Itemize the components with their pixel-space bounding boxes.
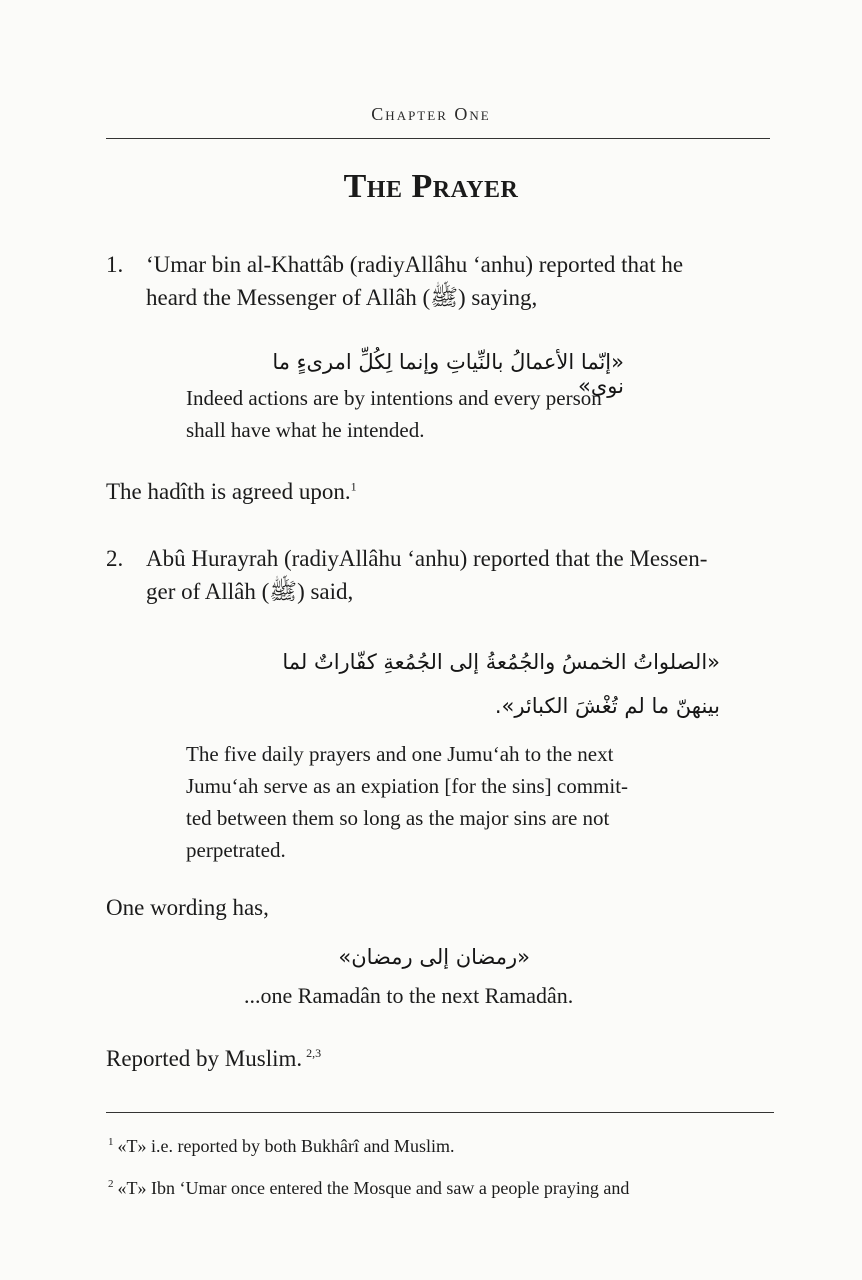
- footnote-2-mark: 2: [108, 1178, 114, 1190]
- hadith-2-translation: [186, 738, 694, 866]
- footnote-1-text: «T» i.e. reported by both Bukhârî and Muslim.: [117, 1136, 455, 1156]
- hadith-2-text: [146, 542, 772, 608]
- ramadan-translation: ...one Ramadân to the next Ramadân.: [244, 983, 574, 1008]
- footnote-1: [108, 1136, 454, 1157]
- footnote-2-text: «T» Ibn ‘Umar once entered the Mosque and saw a people praying and: [117, 1178, 630, 1198]
- chapter-title: The Prayer: [343, 168, 519, 205]
- hadith-2-line-1: Abû Hurayrah (radiyAllâhu ‘anhu) reported that the Messen-: [146, 546, 708, 571]
- hadith-1-translation-line-1: Indeed actions are by intentions and every person: [186, 386, 602, 410]
- hadith-2-translation-line-2: Jumu‘ah serve as an expiation [for the sins] commit-: [186, 774, 629, 798]
- hadith-2-translation-line-3: ted between them so long as the major sins are not: [186, 806, 610, 830]
- hadith-2-translation-line-1: The five daily prayers and one Jumu‘ah to the next: [186, 742, 614, 766]
- hadith-1-translation: [186, 382, 694, 446]
- hadith-2-translation-line-4: perpetrated.: [186, 838, 286, 862]
- agreed-upon-note: [106, 479, 357, 505]
- footnote-ref-2-3: 2,3: [306, 1046, 322, 1061]
- footnote-2: [108, 1178, 629, 1199]
- reported-by: [106, 1046, 321, 1072]
- reported-by-text: Reported by Muslim.: [106, 1046, 303, 1071]
- hadith-2-arabic-line-1: «الصلواتُ الخمسُ والجُمُعةُ إلى الجُمُعةِ كفّاراتٌ لما: [282, 650, 720, 674]
- hadith-1-line-2: heard the Messenger of Allâh (ﷺ) saying,: [146, 285, 538, 310]
- hadith-1-translation-line-2: shall have what he intended.: [186, 418, 425, 442]
- footnote-1-mark: 1: [108, 1136, 114, 1148]
- one-wording: One wording has,: [106, 895, 269, 920]
- footnote-ref-1: 1: [350, 479, 357, 494]
- hadith-1-line-1: ‘Umar bin al-Khattâb (radiyAllâhu ‘anhu) reported that he: [146, 252, 684, 277]
- hadith-1-text: [146, 248, 772, 314]
- hadith-2-arabic-line-2: بينهنّ ما لم تُغْشَ الكبائر».: [494, 694, 720, 718]
- hadith-1: [0, 248, 862, 318]
- hadith-2-line-2: ger of Allâh (ﷺ) said,: [146, 579, 354, 604]
- agreed-upon-text: The hadîth is agreed upon.: [106, 479, 351, 504]
- footnote-rule: [106, 1112, 774, 1113]
- hadith-2-number: 2.: [106, 546, 124, 571]
- hadith-1-number: 1.: [106, 252, 124, 277]
- hadith-1-arabic: «إنّما الأعمالُ بالنِّياتِ وإنما لِكُلِّ امرىءٍ ما نوى»: [272, 350, 624, 398]
- running-head: Chapter One: [371, 104, 491, 124]
- header-rule: [106, 138, 770, 139]
- hadith-2: [0, 542, 862, 612]
- ramadan-arabic: «رمضان إلى رمضان»: [338, 945, 530, 969]
